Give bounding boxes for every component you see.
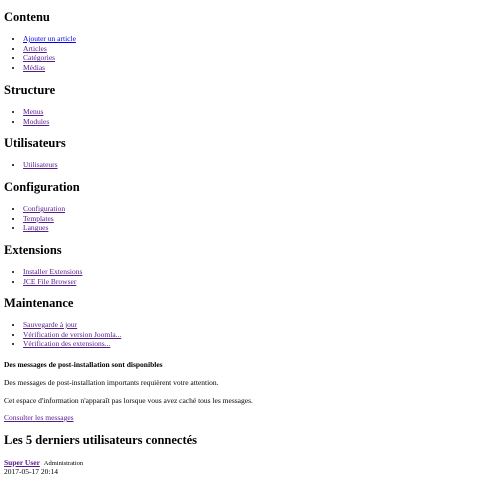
list-item: [23, 330, 121, 340]
section-heading-last-users: Les 5 derniers utilisateurs connectés: [4, 433, 198, 447]
link-articles[interactable]: Articles: [23, 43, 47, 53]
section-heading-utilisateurs: Utilisateurs: [4, 136, 66, 150]
link-langues[interactable]: Langues: [23, 223, 49, 233]
section-heading-configuration: Configuration: [4, 180, 80, 194]
link-medias[interactable]: Médias: [23, 63, 46, 73]
postinstall-link-wrapper: [4, 413, 74, 423]
list-item: [23, 44, 76, 54]
list-item: [23, 267, 82, 277]
list-item: [23, 53, 76, 63]
link-users[interactable]: Utilisateurs: [23, 160, 58, 169]
menu-list-contenu: [4, 34, 76, 73]
list-item: [23, 117, 49, 127]
view-messages-link[interactable]: Consulter les messages: [4, 413, 74, 422]
list-item: [23, 214, 65, 224]
menu-list-utilisateurs: [4, 160, 58, 170]
list-item: [23, 107, 49, 117]
list-item: [23, 320, 121, 330]
link-menus[interactable]: Menus: [23, 107, 44, 116]
list-item: [23, 204, 65, 214]
list-item: [23, 277, 82, 287]
link-backup[interactable]: Sauvegarde à jour: [23, 320, 78, 329]
section-heading-contenu: Contenu: [4, 10, 50, 24]
menu-list-structure: [4, 107, 49, 126]
link-jce-file-browser[interactable]: JCE File Browser: [23, 276, 77, 286]
postinstall-text: Des messages de post-installation importants requièrent votre attention.: [4, 378, 219, 387]
section-heading-maintenance: Maintenance: [4, 296, 74, 310]
list-item: [23, 34, 76, 44]
section-heading-extensions: Extensions: [4, 243, 62, 257]
menu-list-extensions: [4, 267, 82, 286]
link-add-article[interactable]: Ajouter un article: [23, 34, 76, 43]
menu-list-configuration: [4, 204, 65, 233]
link-install-extensions[interactable]: Installer Extensions: [23, 267, 83, 276]
user-login-date: 2017-05-17 20:14: [4, 467, 58, 476]
user-role: Administration: [43, 460, 84, 467]
list-item: [23, 63, 76, 73]
link-categories[interactable]: Catégories: [23, 53, 56, 63]
link-templates[interactable]: Templates: [23, 213, 54, 223]
section-heading-structure: Structure: [4, 83, 56, 97]
user-name-link[interactable]: Super User: [4, 458, 40, 467]
postinstall-title: Des messages de post-installation sont disponibles: [4, 360, 163, 369]
list-item: [23, 339, 121, 349]
link-extensions-check[interactable]: Vérification des extensions...: [23, 339, 111, 349]
link-modules[interactable]: Modules: [23, 116, 50, 126]
postinstall-info-text: Cet espace d'information n'apparaît pas lorsque vous avez caché tous les messages.: [4, 396, 253, 405]
list-item: [23, 160, 58, 170]
link-configuration[interactable]: Configuration: [23, 204, 66, 213]
link-joomla-version-check[interactable]: Vérification de version Joomla...: [23, 329, 122, 339]
menu-list-maintenance: [4, 320, 121, 349]
list-item: [23, 223, 65, 233]
